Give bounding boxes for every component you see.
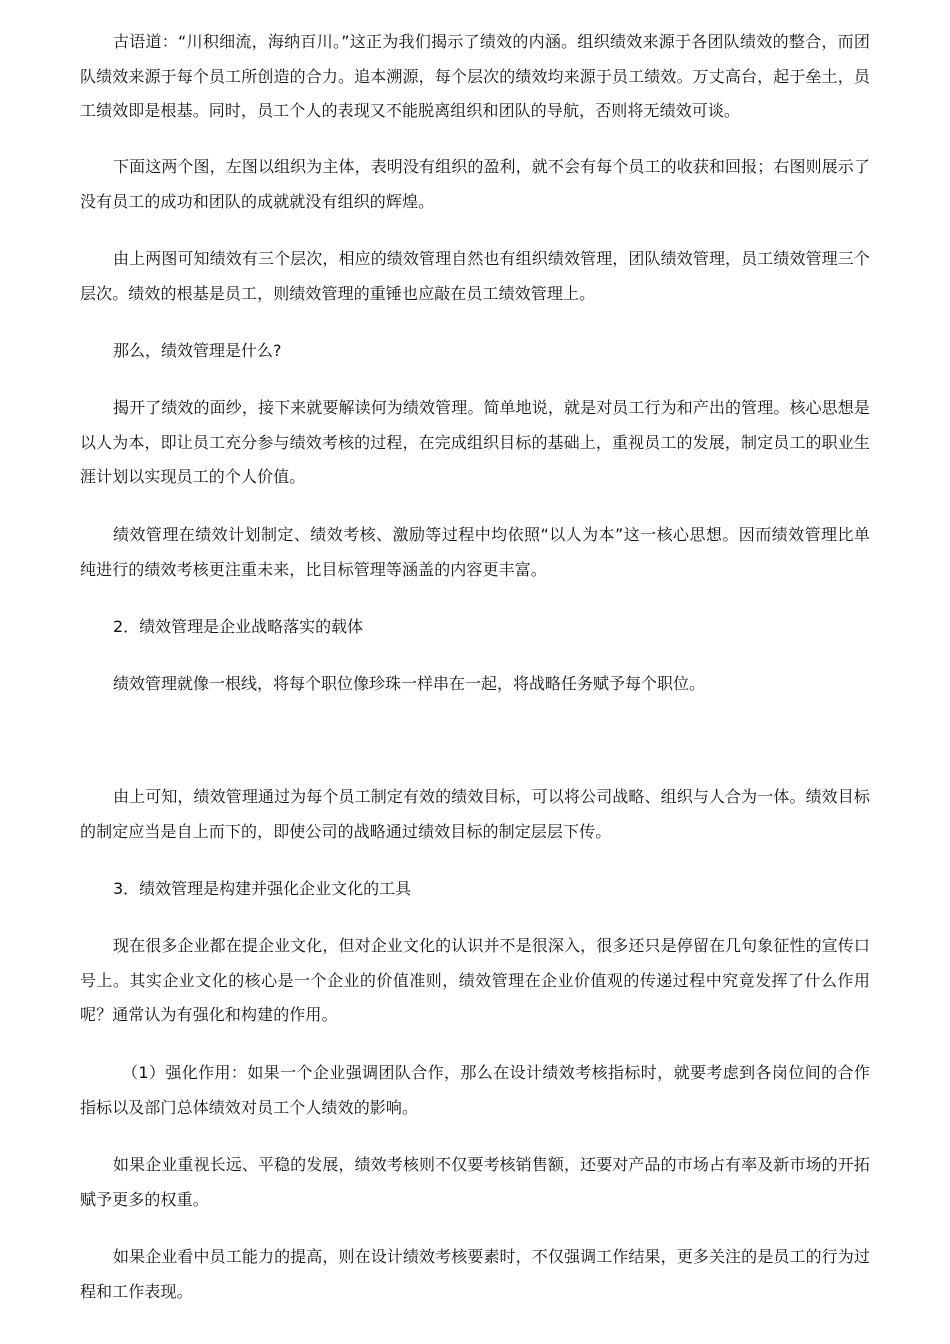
- section-heading-culture-tool: 3．绩效管理是构建并强化企业文化的工具: [113, 879, 412, 898]
- paragraph-string-of-pearls: 绩效管理就像一根线，将每个职位像珍珠一样串在一起，将战略任务赋予每个职位。: [113, 674, 706, 693]
- paragraph-employee-ability: 如果企业看中员工能力的提高，则在设计绩效考核要素时，不仅强调工作结果，更多关注的是员工的行为过程和工作表现。: [80, 1247, 870, 1301]
- question-what-is-performance-management: 那么，绩效管理是什么?: [113, 341, 282, 360]
- paragraph-long-term-development: 如果企业重视长远、平稳的发展，绩效考核则不仅要考核销售额，还要对产品的市场占有率及新市场的开拓赋予更多的权重。: [80, 1155, 870, 1209]
- paragraph-three-levels: 由上两图可知绩效有三个层次，相应的绩效管理自然也有组织绩效管理，团队绩效管理，员工绩效管理三个层次。绩效的根基是员工，则绩效管理的重锤也应敲在员工绩效管理上。: [80, 249, 870, 303]
- paragraph-strategy-integration: 由上可知，绩效管理通过为每个员工制定有效的绩效目标，可以将公司战略、组织与人合为一体。绩效目标的制定应当是自上而下的，即使公司的战略通过绩效目标的制定层层下传。: [80, 787, 870, 841]
- paragraph-performance-management-definition: 揭开了绩效的面纱，接下来就要解读何为绩效管理。简单地说，就是对员工行为和产出的管理。核心思想是以人为本，即让员工充分参与绩效考核的过程，在完成组织目标的基础上，重视员工的发展，制定员工的职业生涯计划以实现员工的个人价值。: [80, 398, 870, 486]
- paragraph-strengthening-role: （1）强化作用：如果一个企业强调团队合作，那么在设计绩效考核指标时，就要考虑到各岗位间的合作指标以及部门总体绩效对员工个人绩效的影响。: [80, 1063, 870, 1117]
- section-heading-strategy-carrier: 2．绩效管理是企业战略落实的载体: [113, 617, 364, 636]
- paragraph-performance-essence: 古语道：“川积细流，海纳百川。”这正为我们揭示了绩效的内涵。组织绩效来源于各团队绩效的整合，而团队绩效来源于每个员工所创造的合力。追本溯源，每个层次的绩效均来源于员工绩效。万丈高台，起于垒土，员工绩效即是根基。同时，员工个人的表现又不能脱离组织和团队的导航，否则将无绩效可谈。: [80, 32, 870, 120]
- paragraph-corporate-culture: 现在很多企业都在提企业文化，但对企业文化的认识并不是很深入，很多还只是停留在几句象征性的宣传口号上。其实企业文化的核心是一个企业的价值准则，绩效管理在企业价值观的传递过程中究竟发挥了什么作用呢？通常认为有强化和构建的作用。: [80, 936, 870, 1024]
- paragraph-two-figures: 下面这两个图，左图以组织为主体，表明没有组织的盈利，就不会有每个员工的收获和回报；右图则展示了没有员工的成功和团队的成就就没有组织的辉煌。: [80, 157, 870, 211]
- paragraph-people-oriented: 绩效管理在绩效计划制定、绩效考核、激励等过程中均依照“以人为本”这一核心思想。因而绩效管理比单纯进行的绩效考核更注重未来，比目标管理等涵盖的内容更丰富。: [80, 525, 870, 579]
